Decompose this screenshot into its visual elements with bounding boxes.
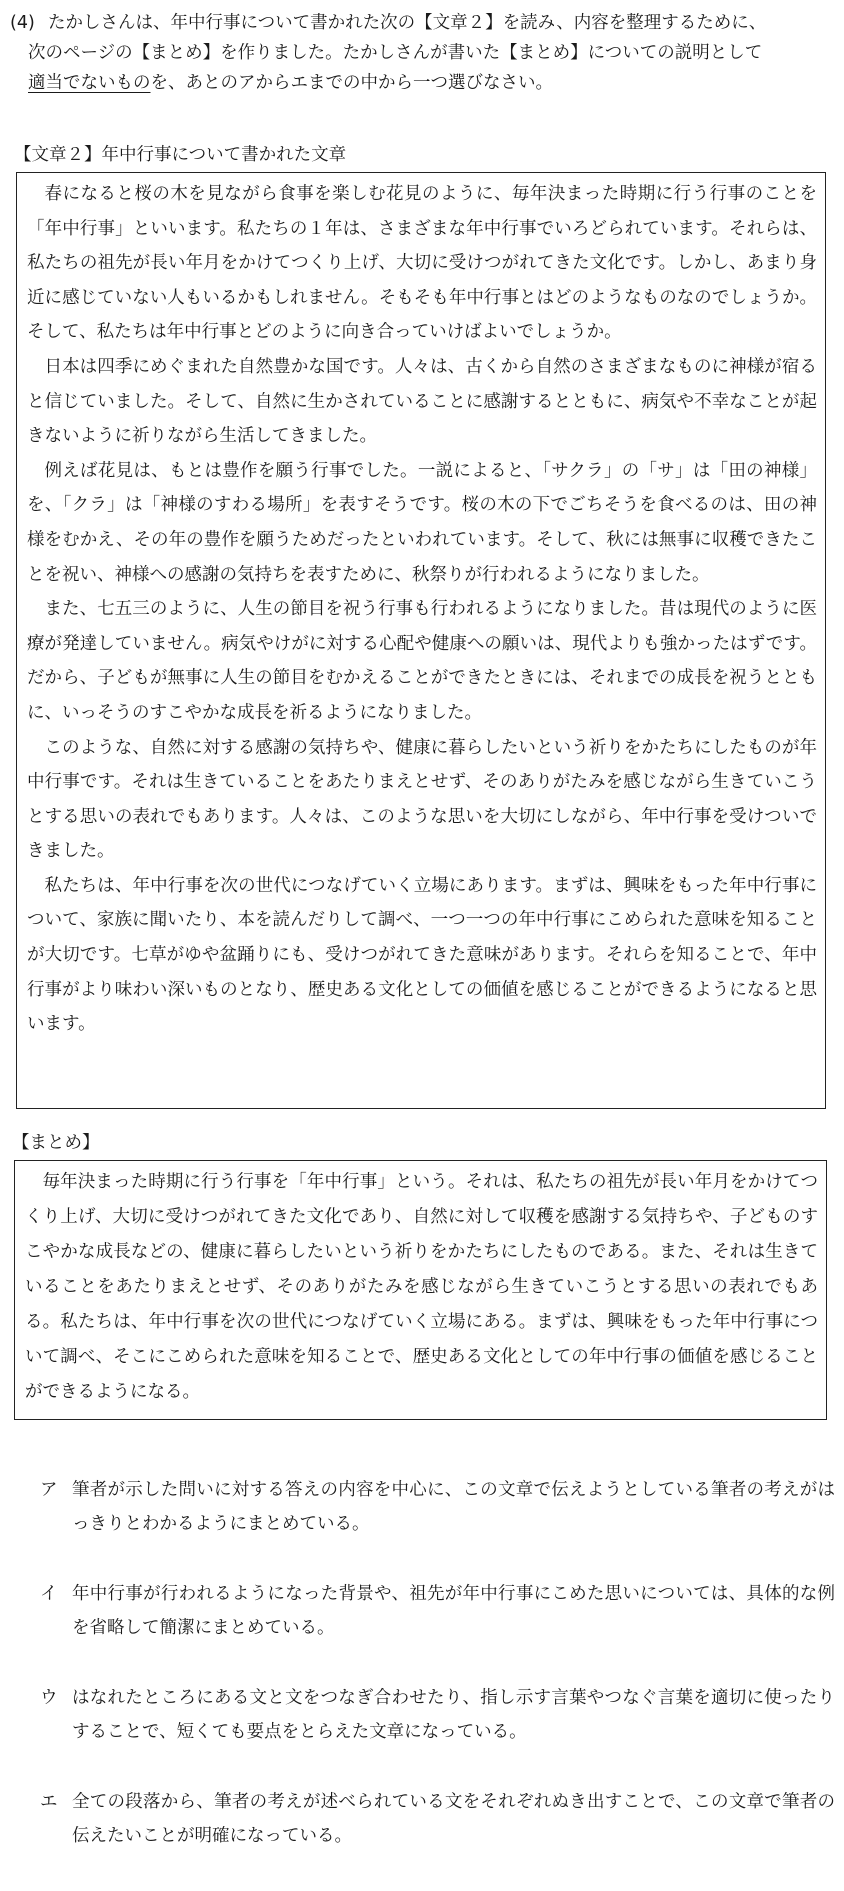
choice-text: 筆者が示した問いに対する答えの内容を中心に、この文章で伝えようとしている筆者の考えがはっきりとわかるようにまとめている。	[72, 1480, 835, 1534]
passage-paragraph-3: 例えば花見は、もとは豊作を願う行事でした。一説によると、「サクラ」の「サ」は「田の神様」を、「クラ」は「神様のすわる場所」を表すそうです。桜の木の下でごちそうを食べるのは、田の神様をむかえ、その年の豊作を願うためだったといわれています。そして、秋には無事に収穫できたことを祝い、神様への感謝の気持ちを表すために、秋祭りが行われるようになりました。	[27, 460, 817, 585]
bunsho2-heading: 【文章２】年中行事について書かれた文章	[14, 145, 347, 165]
choice-u[interactable]	[40, 1681, 835, 1749]
bunsho2-passage-box	[16, 172, 826, 1109]
passage-paragraph-4: また、七五三のように、人生の節目を祝う行事も行われるようになりました。昔は現代のように医療が発達していません。病気やけがに対する心配や健康への願いは、現代よりも強かったはずです。だから、子どもが無事に人生の節目をむかえることができたときには、それまでの成長を祝うとともに、いっそうのすこやかな成長を祈るようになりました。	[27, 599, 817, 723]
passage-paragraph-6: 私たちは、年中行事を次の世代につなげていく立場にあります。まずは、興味をもった年中行事について、家族に聞いたり、本を読んだりして調べ、一つ一つの年中行事にこめられた意味を知ることが大切です。七草がゆや盆踊りにも、受けつがれてきた意味があります。それらを知ることで、年中行事がより味わい深いものとなり、歴史ある文化としての価値を感じることができるようになると思います。	[27, 875, 817, 1035]
choice-letter: ア	[40, 1480, 58, 1500]
passage-paragraph-2: 日本は四季にめぐまれた自然豊かな国です。人々は、古くから自然のさまざまなものに神様が宿ると信じていました。そして、自然に生かされていることに感謝するとともに、病気や不幸なことが起きないように祈りながら生活してきました。	[27, 356, 817, 447]
question-line-1: たかしさんは、年中行事について書かれた次の【文章２】を読み、内容を整理するために、	[48, 13, 767, 33]
matome-summary-box	[14, 1160, 827, 1420]
choice-letter: エ	[40, 1792, 58, 1812]
question-prompt	[10, 8, 830, 98]
underlined-phrase: 適当でないもの	[28, 73, 151, 93]
choice-letter: イ	[40, 1584, 58, 1604]
choice-text: 年中行事が行われるようになった背景や、祖先が年中行事にこめた思いについては、具体的な例を省略して簡潔にまとめている。	[72, 1584, 835, 1638]
answer-choices	[40, 1473, 835, 1889]
choice-a[interactable]	[40, 1473, 835, 1541]
choice-i[interactable]	[40, 1577, 835, 1645]
matome-heading: 【まとめ】	[12, 1133, 100, 1153]
choice-text: 全ての段落から、筆者の考えが述べられている文をそれぞれぬき出すことで、この文章で筆者の伝えたいことが明確になっている。	[72, 1792, 835, 1846]
choice-letter: ウ	[40, 1688, 58, 1708]
question-number: (4)	[10, 13, 35, 33]
passage-paragraph-1: 春になると桜の木を見ながら食事を楽しむ花見のように、毎年決まった時期に行う行事のことを「年中行事」といいます。私たちの１年は、さまざまな年中行事でいろどられています。それらは、私たちの祖先が長い年月をかけてつくり上げ、大切に受けつがれてきた文化です。しかし、あまり身近に感じていない人もいるかもしれません。そもそも年中行事とはどのようなものなのでしょうか。そして、私たちは年中行事とどのように向き合っていけばよいでしょうか。	[27, 184, 817, 343]
choice-e[interactable]	[40, 1785, 835, 1853]
passage-paragraph-5: このような、自然に対する感謝の気持ちや、健康に暮らしたいという祈りをかたちにしたものが年中行事です。それは生きていることをあたりまえとせず、そのありがたみを感じながら生きていこうとする思いの表れでもあります。人々は、このような思いを大切にしながら、年中行事を受けついできました。	[27, 737, 817, 862]
choice-text: はなれたところにある文と文をつなぎ合わせたり、指し示す言葉やつなぐ言葉を適切に使ったりすることで、短くても要点をとらえた文章になっている。	[72, 1688, 835, 1742]
matome-text: 毎年決まった時期に行う行事を「年中行事」という。それは、私たちの祖先が長い年月をかけてつくり上げ、大切に受けつがれてきた文化であり、自然に対して収穫を感謝する気持ちや、子どものすこやかな成長などの、健康に暮らしたいという祈りをかたちにしたものである。また、それは生きていることをあたりまえとせず、そのありがたみを感じながら生きていこうとする思いの表れでもある。私たちは、年中行事を次の世代につなげていく立場にある。まずは、興味をもった年中行事について調べ、そこにこめられた意味を知ることで、歴史ある文化としての年中行事の価値を感じることができるようになる。	[25, 1172, 818, 1402]
question-line-3: を、あとのアからエまでの中から一つ選びなさい。	[150, 73, 553, 93]
question-line-2: 次のページの【まとめ】を作りました。たかしさんが書いた【まとめ】についての説明として	[28, 43, 763, 63]
